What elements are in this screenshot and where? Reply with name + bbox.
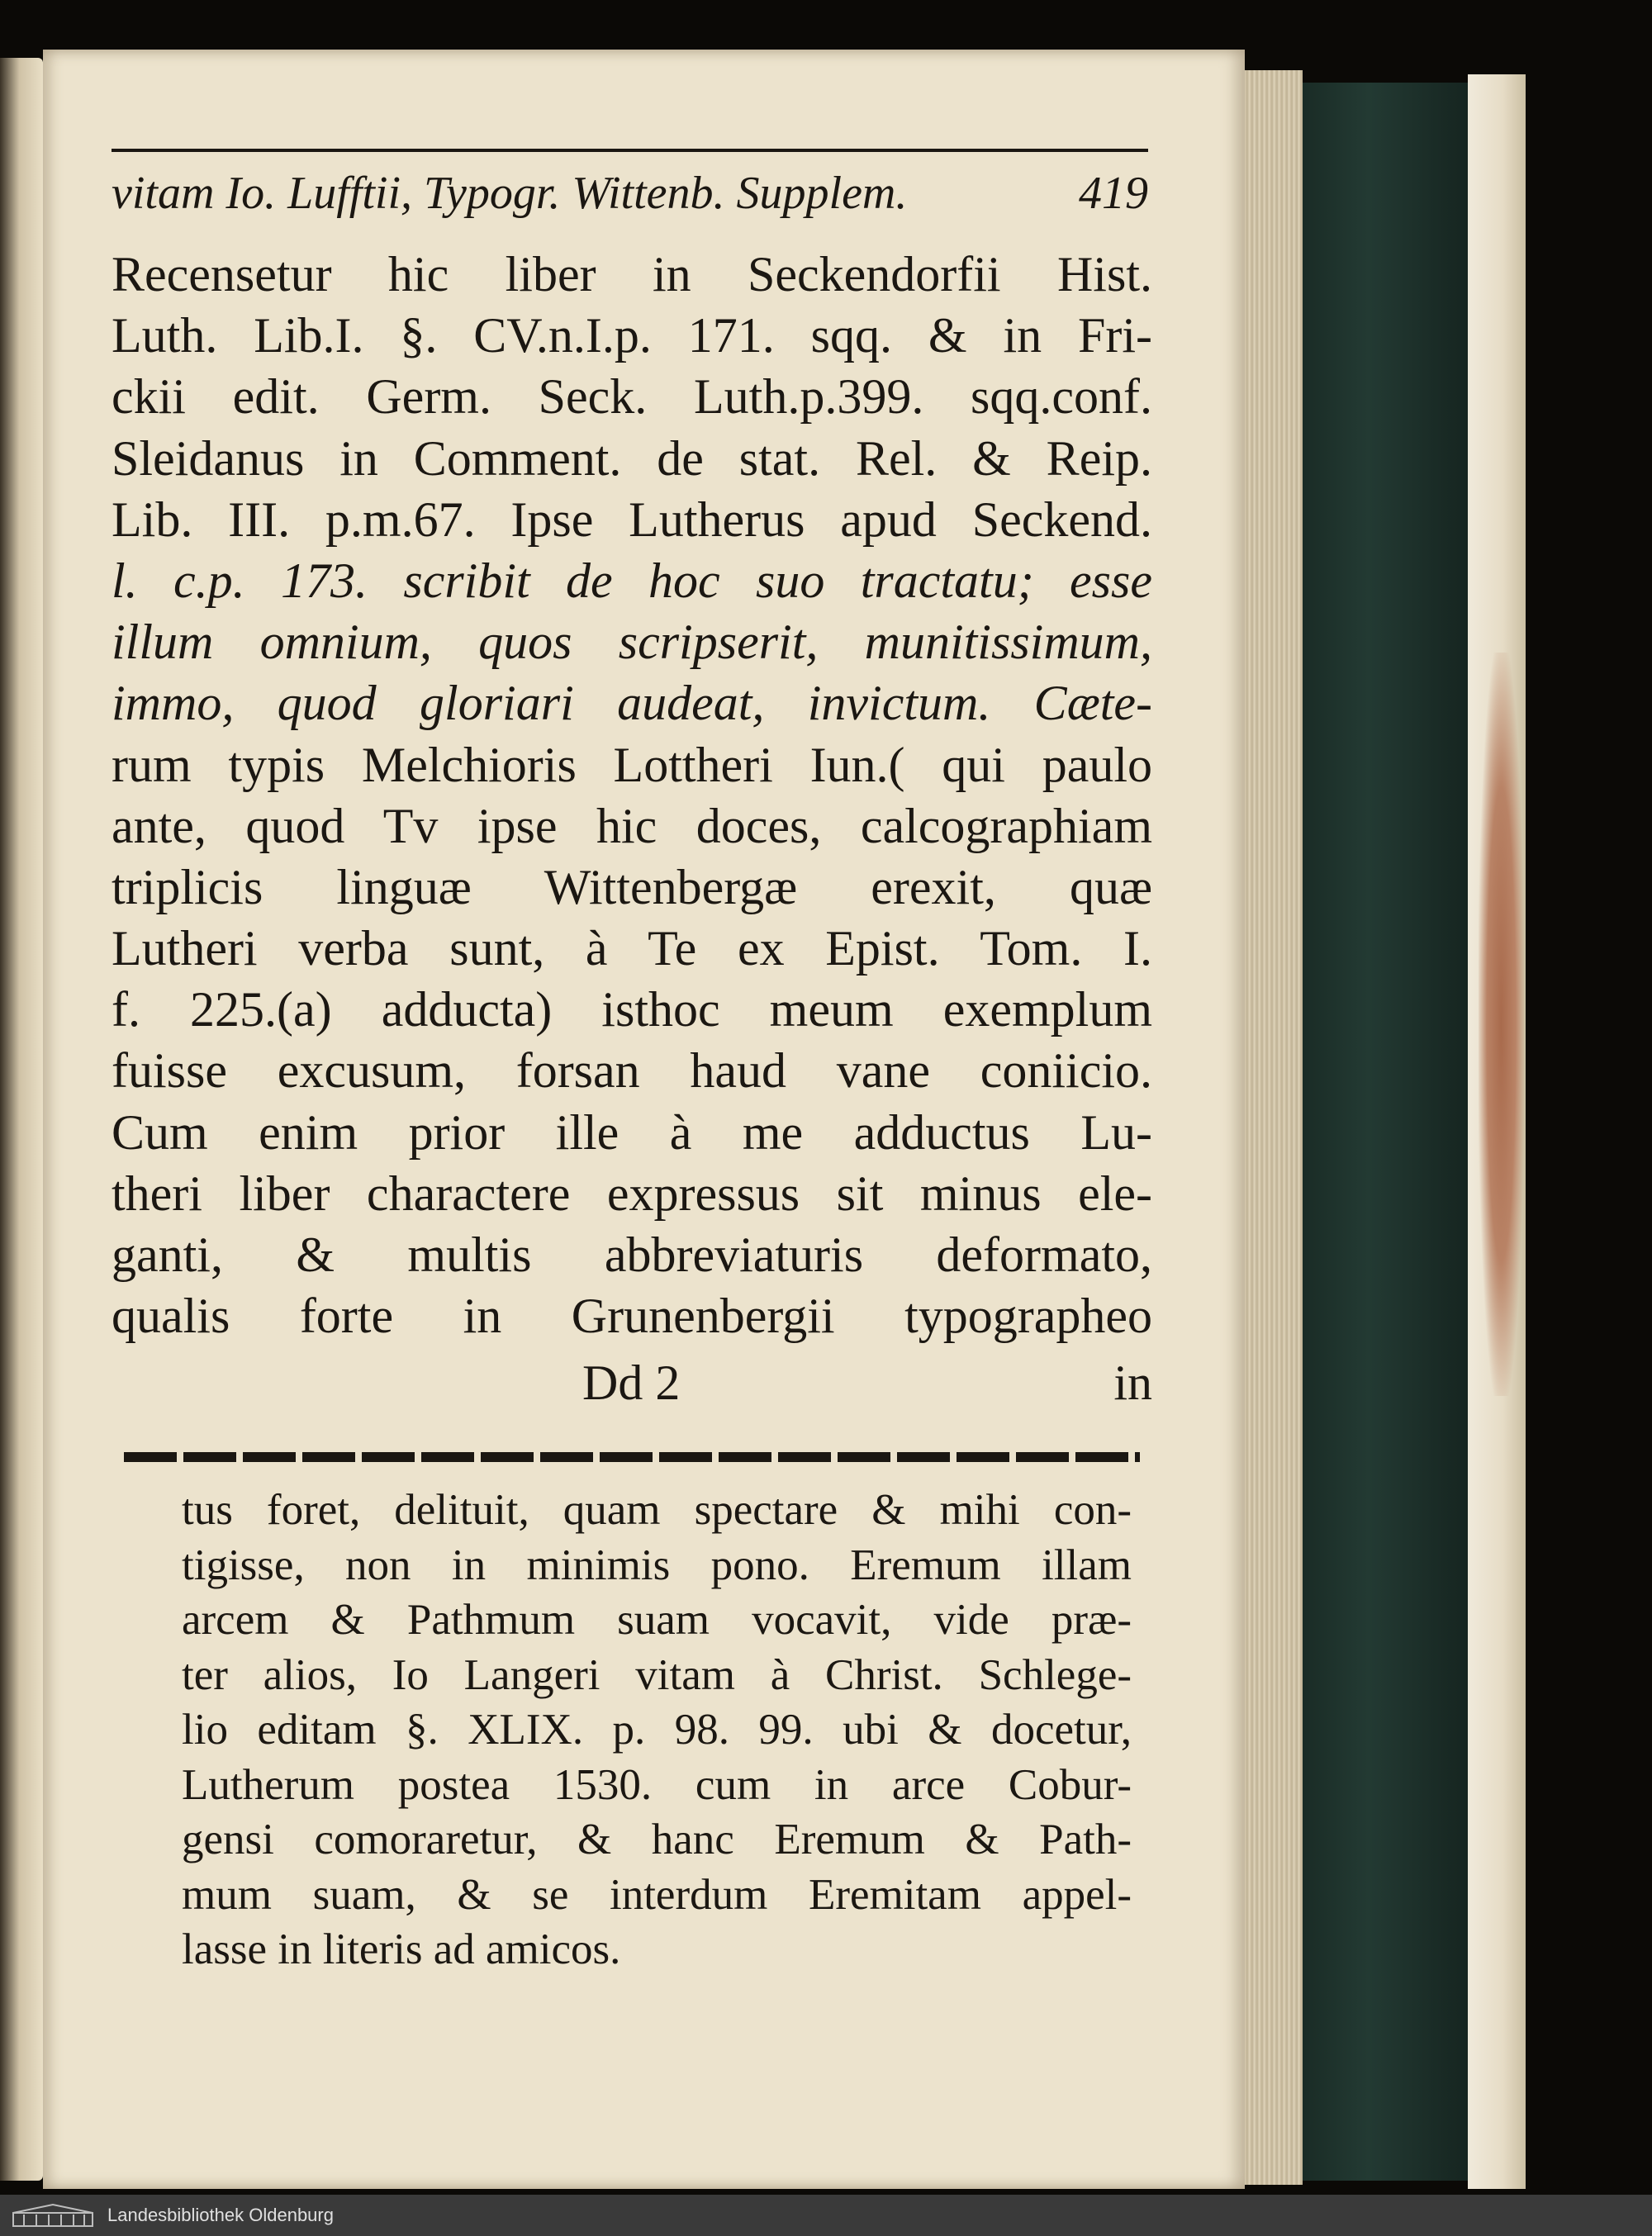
running-head (112, 149, 1148, 228)
text-line: Cum enim prior ille à me adductus Lu- (112, 1104, 1152, 1160)
footnote-block (182, 1483, 1132, 1977)
running-head-title: vitam Io. Lufftii, Typogr. Wittenb. Supplem. (112, 168, 908, 219)
note-line: lio editam §. XLIX. p. 98. 99. ubi & docetur, (182, 1706, 1132, 1754)
text-line: l. c.p. 173. scribit de hoc suo tractatu; esse (112, 553, 1152, 608)
text-line: ckii edit. Germ. Seck. Luth.p.399. sqq.conf. (112, 369, 1152, 425)
text-line: triplicis linguæ Wittenbergæ erexit, quæ (112, 859, 1152, 914)
library-building-icon (12, 2203, 94, 2228)
text-line: Lib. III. p.m.67. Ipse Lutherus apud Seckend. (112, 491, 1152, 547)
text-line: qualis forte in Grunenbergii typographeo (112, 1289, 1152, 1344)
text-line: theri liber charactere expressus sit minus ele- (112, 1165, 1152, 1221)
note-line: tus foret, delituit, quam spectare & mihi con- (182, 1486, 1132, 1534)
page-footer-line (112, 1355, 1152, 1421)
text-line: f. 225.(a) adducta) isthoc meum exemplum (112, 982, 1152, 1037)
text-line: immo, quod gloriari audeat, invictum. Cæte- (112, 676, 1152, 731)
page-number: 419 (1079, 168, 1148, 219)
text-line: Sleidanus in Comment. de stat. Rel. & Reip. (112, 430, 1152, 486)
book-fore-edge (1303, 83, 1468, 2181)
text-line: Lutheri verba sunt, à Te ex Epist. Tom. I. (112, 921, 1152, 976)
cover-stain (1479, 653, 1524, 1396)
page-stack-edges (1245, 70, 1303, 2185)
note-line: ter alios, Io Langeri vitam à Christ. Schlege- (182, 1650, 1132, 1699)
signature-mark: Dd 2 (582, 1355, 681, 1410)
note-line: lasse in literis ad amicos. (182, 1925, 621, 1973)
note-line: mum suam, & se interdum Eremitam appel- (182, 1870, 1132, 1919)
catchword: in (1113, 1355, 1152, 1410)
page-divider-rule (124, 1452, 1140, 1462)
text-line: illum omnium, quos scripserit, munitissimum, (112, 615, 1152, 670)
text-line: rum typis Melchioris Lottheri Iun.( qui paulo (112, 737, 1152, 792)
library-name: Landesbibliothek Oldenburg (107, 2205, 334, 2225)
note-line: tigisse, non in minimis pono. Eremum illam (182, 1541, 1132, 1589)
left-page-edge (0, 58, 43, 2181)
text-line: fuisse excusum, forsan haud vane coniicio. (112, 1043, 1152, 1099)
text-line: Recensetur hic liber in Seckendorfii Hist. (112, 247, 1152, 301)
note-line: gensi comoraretur, & hanc Eremum & Path- (182, 1816, 1132, 1863)
text-line: Luth. Lib.I. §. CV.n.I.p. 171. sqq. & in Fri- (112, 308, 1152, 363)
note-line: Lutherum postea 1530. cum in arce Cobur- (182, 1760, 1132, 1809)
text-line: ante, quod Tv ipse hic doces, calcographiam (112, 798, 1152, 853)
library-footer-bar (0, 2195, 1652, 2236)
note-line: arcem & Pathmum suam vocavit, vide præ- (182, 1596, 1132, 1644)
main-text-block (112, 244, 1152, 1346)
text-line: ganti, & multis abbreviaturis deformato, (112, 1227, 1152, 1282)
